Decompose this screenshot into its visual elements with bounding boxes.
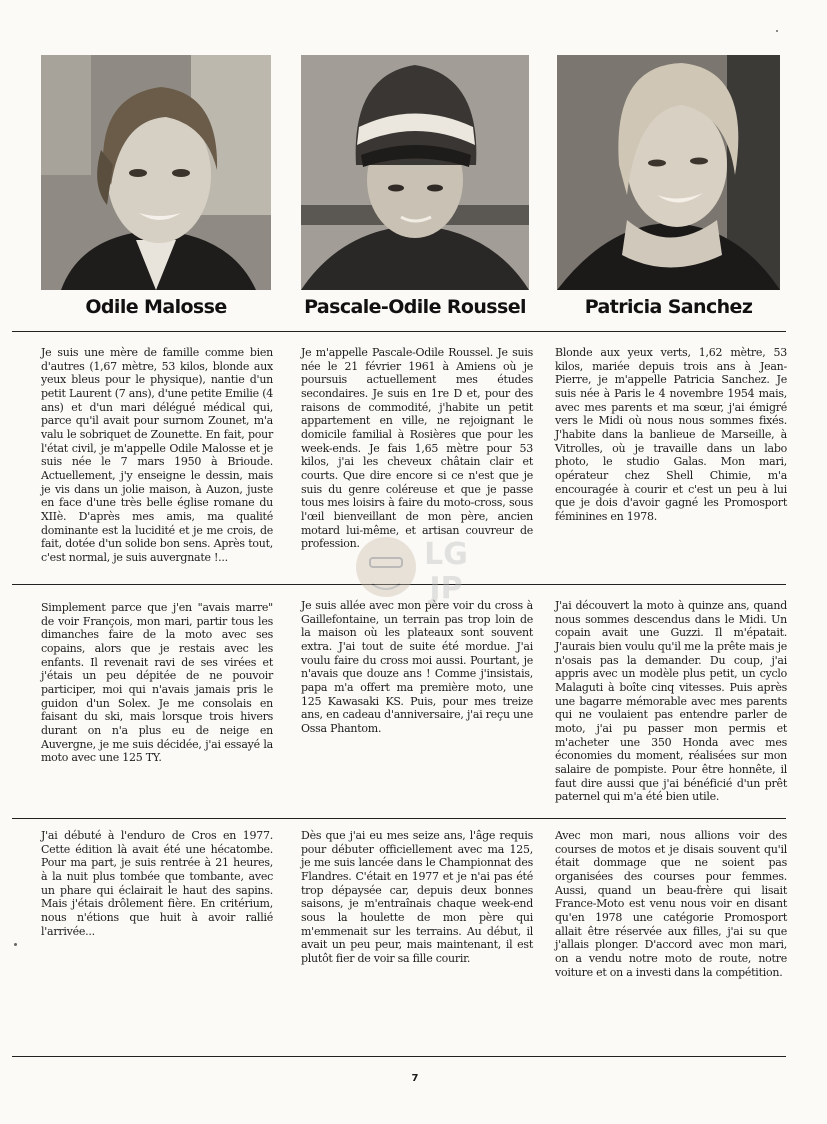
svg-text:JP: JP: [429, 571, 463, 606]
portrait-photo-odile-malosse: [41, 55, 271, 290]
paragraph-start-pascale: Je suis allée avec mon père voir du cross à Gaillefontaine, un terrain pas trop loin de la maison où les plateaux sont souvent extra. J'ai tout de suite été mordue. J'ai voulu faire du cross moi aussi. Pourtant, je n'avais que douze ans ! Comme j'insistais, papa m'a offert ma première moto, une 125 Kawasaki KS. Puis, pour mes treize ans, en cadeau d'anniversaire, j'ai reçu une Ossa Phantom.: [301, 599, 533, 735]
paragraph-intro-odile: Je suis une mère de famille comme bien d'autres (1,67 mètre, 53 kilos, blonde aux yeux bleus pour le physique), nantie d'un petit Laurent (7 ans), d'une petite Emilie (4 ans) et d'un mari délégué médical qui, parce qu'il avait pour surnom Zounet, m'a valu le sobriquet de Zounette. En fait, pour l'état civil, je m'appelle Odile Malosse et je suis née le 7 mars 1950 à Brioude. Actuellement, j'y enseigne le dessin, mais je vis dans un jolie maison, à Auzon, juste en face d'une très belle église romane du XIIè. D'après mes amis, ma qualité dominante est la lucidité et je me crois, de fait, dotée d'un solide bon sens. Après tout, c'est normal, je suis auvergnate !...: [41, 346, 273, 564]
svg-text:LG: LG: [424, 537, 468, 572]
paragraph-racing-patricia: Avec mon mari, nous allions voir des courses de motos et je disais souvent qu'il était dommage que ne soient pas organisées des courses pour femmes. Aussi, quand un beau-frère qui lisait France-Moto est venu nous voir en disant qu'en 1978 une catégorie Promosport allait être réservée aux filles, j'ai su que j'allais plonger. D'accord avec mon mari, on a vendu notre moto de route, notre voiture et on a investi dans la compétition.: [555, 829, 787, 979]
section-divider: [12, 331, 786, 332]
paragraph-intro-patricia: Blonde aux yeux verts, 1,62 mètre, 53 kilos, mariée depuis trois ans à Jean-Pierre, je m'appelle Patricia Sanchez. Je suis née à Paris le 4 novembre 1954 mais, avec mes parents et ma sœur, j'ai émigré vers le Midi où nous nous sommes fixés. J'habite dans la banlieue de Marseille, à Vitrolles, où je travaille dans un labo photo, le studio Galas. Mon mari, opérateur chez Shell Chimie, m'a encouragée à courir et c'est un peu à lui que je dois d'avoir gagné les Promosport féminines en 1978.: [555, 346, 787, 523]
section-divider: [12, 818, 786, 819]
paragraph-start-odile: Simplement parce que j'en "avais marre" de voir François, mon mari, partir tous les dimanches faire de la moto avec ses copains, alors que je restais avec les enfants. Il revenait ravi de ses virées et j'étais un peu dépitée de ne pouvoir participer, moi qui n'avais jamais pris le guidon d'un Solex. Je me consolais en faisant du ski, mais lorsque trois hivers durant on n'a plus eu de neige en Auvergne, je me suis décidée, j'ai essayé la moto avec une 125 TY.: [41, 601, 273, 765]
watermark-stamp: [348, 522, 478, 612]
portrait-photo-pascale-odile-roussel: [301, 55, 529, 290]
portrait-photo-patricia-sanchez: [557, 55, 780, 290]
paragraph-racing-pascale: Dès que j'ai eu mes seize ans, l'âge requis pour débuter officiellement avec ma 125, je me suis lancée dans le Championnat des Flandres. C'était en 1977 et je n'ai pas été trop dépaysée car, depuis deux bonnes saisons, je m'entraînais chaque week-end sous la houlette de mon père qui m'emmenait sur les terrains. Au début, il avait un peu peur, mais maintenant, il est plutôt fier de voir sa fille courir.: [301, 829, 533, 965]
section-divider: [12, 1056, 786, 1057]
page-number: 7: [411, 1073, 419, 1084]
profile-name-3: Patricia Sanchez: [584, 296, 753, 318]
print-speck: [14, 943, 17, 946]
paragraph-start-patricia: J'ai découvert la moto à quinze ans, quand nous sommes descendus dans le Midi. Un copain avait une Guzzi. Il m'épatait. J'aurais bien voulu qu'il me la prête mais je n'osais pas la demander. Du coup, j'ai appris avec un modèle plus petit, un cyclo Malaguti à boîte cinq vitesses. Puis après une bagarre mémorable avec mes parents qui ne voulaient pas entendre parler de moto, j'ai pu passer mon permis et m'acheter une 350 Honda avec mes économies du moment, réalisées sur mon salaire de pompiste. Pour être honnête, il faut dire aussi que j'ai bénéficié d'un prêt paternel qui m'a été bien utile.: [555, 599, 787, 804]
print-speck: [776, 30, 778, 32]
profile-name-1: Odile Malosse: [85, 296, 227, 318]
profile-name-2: Pascale-Odile Roussel: [304, 296, 526, 318]
paragraph-intro-pascale: Je m'appelle Pascale-Odile Roussel. Je suis née le 21 février 1961 à Amiens où je poursuis actuellement mes études secondaires. Je suis en 1re D et, pour des raisons de commodité, j'habite un petit appartement en ville, ne rejoignant le domicile familial à Rosières que pour les week-ends. Je fais 1,65 mètre pour 53 kilos, j'ai les cheveux châtain clair et courts. Que dire encore si ce n'est que je suis du genre coléreuse et que je passe tous mes loisirs à faire du moto-cross, sous l'œil bienveillant de mon père, ancien motard lui-même, et artisan couvreur de profession.: [301, 346, 533, 551]
paragraph-racing-odile: J'ai débuté à l'enduro de Cros en 1977. Cette édition là avait été une hécatombe. Pour ma part, je suis rentrée à 21 heures, à la nuit plus tombée que tombante, avec un phare qui éclairait le haut des sapins. Mais j'étais drôlement fière. En critérium, nous n'étions que huit à avoir rallié l'arrivée...: [41, 829, 273, 938]
